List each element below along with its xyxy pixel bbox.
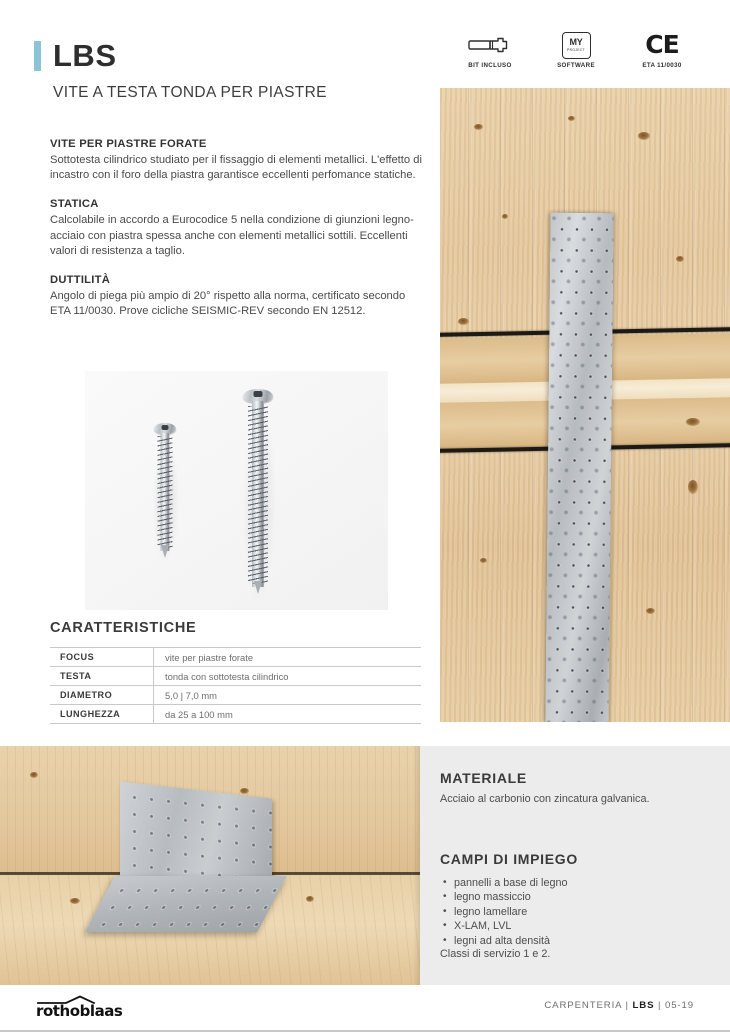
table-cell-key: TESTA — [50, 667, 154, 686]
list-item: • legno lamellare — [454, 905, 567, 919]
characteristics-table — [50, 647, 421, 724]
wood-knot — [306, 896, 314, 902]
bottom-band — [0, 746, 730, 985]
ce-mark-icon — [645, 32, 678, 58]
product-subtitle: VITE A TESTA TONDA PER PIASTRE — [53, 84, 327, 101]
wood-knot — [70, 898, 80, 904]
list-item: • pannelli a base di legno — [454, 876, 567, 890]
list-item: • legno massiccio — [454, 890, 567, 904]
bracket-photo — [0, 746, 420, 985]
wood-knot — [458, 318, 469, 325]
material-title: MATERIALE — [440, 770, 527, 786]
wood-knot — [474, 124, 483, 130]
page-footer — [0, 985, 730, 1032]
footer-category: CARPENTERIA — [544, 1000, 622, 1011]
bracket-perforations — [85, 876, 287, 932]
badge-caption: BIT INCLUSO — [468, 62, 512, 69]
wood-knot — [686, 418, 700, 426]
applications-title: CAMPI DI IMPIEGO — [440, 851, 578, 867]
badge-ce — [630, 32, 694, 69]
footer-product: LBS — [632, 1000, 655, 1011]
table-cell-key: FOCUS — [50, 648, 154, 667]
my-project-logo-subtext: PROJECT — [567, 48, 585, 52]
footer-date: 05-19 — [664, 1000, 694, 1011]
table-row — [50, 686, 421, 705]
info-panel — [420, 746, 730, 985]
page-title: LBS — [53, 38, 117, 73]
hero-photo — [440, 88, 730, 722]
applications-list — [440, 876, 567, 948]
badge-my-project — [544, 32, 608, 69]
section-duttilita — [50, 274, 426, 319]
table-cell-key: DIAMETRO — [50, 686, 154, 705]
characteristics-title: CARATTERISTICHE — [50, 620, 197, 636]
screwdriver-bit-icon — [468, 32, 512, 58]
footer-separator: | — [625, 1000, 629, 1011]
badge-group — [458, 32, 694, 69]
section-body: Angolo di piega più ampio di 20° rispetto alla norma, certificato secondo ETA 11/0030. Prove cicliche SEISMIC-REV secondo EN 12512. — [50, 290, 406, 318]
title-row — [34, 40, 117, 71]
wood-knot — [676, 256, 684, 262]
bracket-horizontal-flange — [85, 876, 287, 932]
page-header — [0, 0, 730, 101]
list-item: • legni ad alta densità — [454, 934, 567, 948]
table-row — [50, 667, 421, 686]
wood-knot — [638, 132, 650, 140]
screws-photo — [85, 371, 388, 610]
my-project-logo-text: MY — [569, 37, 583, 47]
section-body: Calcolabile in accordo a Eurocodice 5 nella condizione di giunzioni legno-acciaio con piastra spessa anche con elementi metallici sottili. Eccellenti valori di resistenza a taglio. — [50, 214, 414, 257]
table-row — [50, 648, 421, 667]
table-cell-value: da 25 a 100 mm — [154, 705, 422, 724]
plate-perforations — [545, 213, 613, 722]
wood-knot — [480, 558, 487, 563]
description-column — [50, 138, 426, 319]
perforated-steel-plate — [545, 213, 613, 722]
list-item: • X-LAM, LVL — [454, 919, 567, 933]
section-vite-per-piastre-forate — [50, 138, 426, 183]
badge-bit-incluso — [458, 32, 522, 69]
table-cell-key: LUNGHEZZA — [50, 705, 154, 724]
wood-knot — [240, 788, 249, 794]
wood-knot — [568, 116, 575, 121]
badge-caption: SOFTWARE — [557, 62, 595, 69]
accent-bar — [34, 41, 41, 71]
applications-note: Classi di servizio 1 e 2. — [440, 948, 551, 960]
table-cell-value: vite per piastre forate — [154, 648, 422, 667]
footer-separator: | — [657, 1000, 662, 1011]
wood-knot — [688, 480, 698, 494]
section-title: DUTTILITÀ — [50, 274, 111, 287]
wood-knot — [30, 772, 38, 778]
badge-caption: ETA 11/0030 — [642, 62, 682, 69]
section-statica — [50, 198, 426, 259]
wood-knot — [646, 608, 655, 614]
screw-short — [145, 423, 185, 558]
section-title: STATICA — [50, 198, 99, 211]
section-title: VITE PER PIASTRE FORATE — [50, 138, 207, 150]
photo-edge-shadow — [413, 746, 420, 985]
table-cell-value: tonda con sottotesta cilindrico — [154, 667, 422, 686]
wood-knot — [502, 214, 508, 219]
logo-wordmark: rothoblaas — [36, 1002, 123, 1020]
table-cell-value: 5,0 | 7,0 mm — [154, 686, 422, 705]
ce-mark-text: CE — [645, 30, 679, 60]
table-row — [50, 705, 421, 724]
screw-long — [235, 389, 281, 597]
section-body: Sottotesta cilindrico studiato per il fissaggio di elementi metallici. L'effetto di incastro con il foro della piastra garantisce eccellenti perfomance statiche. — [50, 154, 422, 182]
material-text: Acciaio al carbonio con zincatura galvanica. — [440, 793, 650, 805]
my-project-logo-icon — [562, 32, 591, 58]
footer-meta — [544, 1000, 694, 1011]
